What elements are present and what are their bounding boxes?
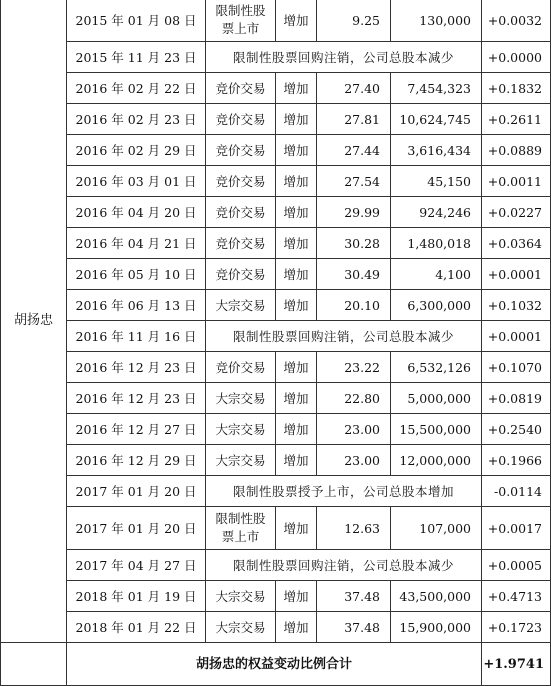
date-cell: 2016 年 05 月 10 日 bbox=[67, 259, 206, 290]
table-row bbox=[1, 476, 551, 507]
table-row bbox=[1, 383, 551, 414]
price-cell: 23.00 bbox=[317, 445, 391, 476]
direction-cell: 增加 bbox=[276, 135, 317, 166]
method-cell: 大宗交易 bbox=[206, 414, 276, 445]
price-cell: 23.22 bbox=[317, 352, 391, 383]
change-ratio-cell: +0.0227 bbox=[482, 197, 551, 228]
date-cell: 2018 年 01 月 19 日 bbox=[67, 581, 206, 612]
table-row bbox=[1, 352, 551, 383]
method-cell: 大宗交易 bbox=[206, 445, 276, 476]
price-cell: 27.44 bbox=[317, 135, 391, 166]
method-cell: 竞价交易 bbox=[206, 259, 276, 290]
date-cell: 2015 年 01 月 08 日 bbox=[67, 0, 206, 42]
shares-cell: 3,616,434 bbox=[391, 135, 482, 166]
total-label-cell: 胡扬忠的权益变动比例合计 bbox=[67, 643, 482, 686]
direction-cell: 增加 bbox=[276, 414, 317, 445]
method-cell: 竞价交易 bbox=[206, 352, 276, 383]
holder-name-cell: 胡扬忠 bbox=[1, 0, 67, 643]
method-cell: 竞价交易 bbox=[206, 166, 276, 197]
date-cell: 2016 年 12 月 23 日 bbox=[67, 352, 206, 383]
table-row bbox=[1, 550, 551, 581]
direction-cell: 增加 bbox=[276, 383, 317, 414]
total-row bbox=[1, 643, 551, 686]
direction-cell: 增加 bbox=[276, 197, 317, 228]
date-cell: 2015 年 11 月 23 日 bbox=[67, 42, 206, 73]
shares-cell: 45,150 bbox=[391, 166, 482, 197]
table-row bbox=[1, 581, 551, 612]
method-cell: 竞价交易 bbox=[206, 73, 276, 104]
total-blank-cell bbox=[1, 643, 67, 686]
shares-cell: 12,000,000 bbox=[391, 445, 482, 476]
change-ratio-cell: +0.0005 bbox=[482, 550, 551, 581]
shares-cell: 6,532,126 bbox=[391, 352, 482, 383]
shares-cell: 7,454,323 bbox=[391, 73, 482, 104]
table-row bbox=[1, 445, 551, 476]
change-ratio-cell: +0.0000 bbox=[482, 42, 551, 73]
method-cell: 大宗交易 bbox=[206, 290, 276, 321]
direction-cell: 增加 bbox=[276, 0, 317, 42]
change-ratio-cell: +0.1832 bbox=[482, 73, 551, 104]
change-ratio-cell: +0.1966 bbox=[482, 445, 551, 476]
date-cell: 2016 年 02 月 29 日 bbox=[67, 135, 206, 166]
direction-cell: 增加 bbox=[276, 228, 317, 259]
price-cell: 12.63 bbox=[317, 507, 391, 550]
table-row bbox=[1, 197, 551, 228]
change-ratio-cell: +0.1723 bbox=[482, 612, 551, 643]
date-cell: 2016 年 12 月 23 日 bbox=[67, 383, 206, 414]
direction-cell: 增加 bbox=[276, 290, 317, 321]
method-cell: 竞价交易 bbox=[206, 197, 276, 228]
table-row bbox=[1, 321, 551, 352]
total-value-cell: +1.9741 bbox=[482, 643, 551, 686]
shares-cell: 924,246 bbox=[391, 197, 482, 228]
direction-cell: 增加 bbox=[276, 581, 317, 612]
change-ratio-cell: +0.1070 bbox=[482, 352, 551, 383]
date-cell: 2016 年 02 月 23 日 bbox=[67, 104, 206, 135]
table-row bbox=[1, 414, 551, 445]
method-cell: 限制性股票上市 bbox=[206, 0, 276, 42]
price-cell: 27.54 bbox=[317, 166, 391, 197]
table-row bbox=[1, 166, 551, 197]
date-cell: 2016 年 06 月 13 日 bbox=[67, 290, 206, 321]
date-cell: 2016 年 12 月 29 日 bbox=[67, 445, 206, 476]
shares-cell: 10,624,745 bbox=[391, 104, 482, 135]
direction-cell: 增加 bbox=[276, 507, 317, 550]
price-cell: 27.81 bbox=[317, 104, 391, 135]
direction-cell: 增加 bbox=[276, 104, 317, 135]
price-cell: 30.49 bbox=[317, 259, 391, 290]
table-row bbox=[1, 135, 551, 166]
date-cell: 2016 年 11 月 16 日 bbox=[67, 321, 206, 352]
price-cell: 37.48 bbox=[317, 612, 391, 643]
shares-cell: 107,000 bbox=[391, 507, 482, 550]
direction-cell: 增加 bbox=[276, 73, 317, 104]
table-row bbox=[1, 104, 551, 135]
method-cell: 竞价交易 bbox=[206, 228, 276, 259]
method-cell: 大宗交易 bbox=[206, 581, 276, 612]
shares-cell: 6,300,000 bbox=[391, 290, 482, 321]
direction-cell: 增加 bbox=[276, 259, 317, 290]
change-ratio-cell: -0.0114 bbox=[482, 476, 551, 507]
table-row bbox=[1, 42, 551, 73]
price-cell: 22.80 bbox=[317, 383, 391, 414]
change-ratio-cell: +0.2611 bbox=[482, 104, 551, 135]
method-cell: 竞价交易 bbox=[206, 104, 276, 135]
table-row bbox=[1, 73, 551, 104]
notice-cell: 限制性股票回购注销，公司总股本减少 bbox=[206, 321, 482, 352]
price-cell: 23.00 bbox=[317, 414, 391, 445]
table-body bbox=[1, 0, 551, 686]
direction-cell: 增加 bbox=[276, 612, 317, 643]
price-cell: 37.48 bbox=[317, 581, 391, 612]
change-ratio-cell: +0.0001 bbox=[482, 321, 551, 352]
change-ratio-cell: +0.0032 bbox=[482, 0, 551, 42]
shares-cell: 5,000,000 bbox=[391, 383, 482, 414]
change-ratio-cell: +0.0364 bbox=[482, 228, 551, 259]
price-cell: 29.99 bbox=[317, 197, 391, 228]
shares-cell: 1,480,018 bbox=[391, 228, 482, 259]
date-cell: 2016 年 04 月 20 日 bbox=[67, 197, 206, 228]
date-cell: 2016 年 03 月 01 日 bbox=[67, 166, 206, 197]
table-row bbox=[1, 507, 551, 550]
table-row bbox=[1, 612, 551, 643]
date-cell: 2017 年 04 月 27 日 bbox=[67, 550, 206, 581]
price-cell: 30.28 bbox=[317, 228, 391, 259]
table-row bbox=[1, 290, 551, 321]
shares-cell: 4,100 bbox=[391, 259, 482, 290]
direction-cell: 增加 bbox=[276, 445, 317, 476]
date-cell: 2017 年 01 月 20 日 bbox=[67, 507, 206, 550]
table-row bbox=[1, 259, 551, 290]
table-row bbox=[1, 228, 551, 259]
price-cell: 20.10 bbox=[317, 290, 391, 321]
change-ratio-cell: +0.0001 bbox=[482, 259, 551, 290]
date-cell: 2017 年 01 月 20 日 bbox=[67, 476, 206, 507]
shares-cell: 15,500,000 bbox=[391, 414, 482, 445]
change-ratio-cell: +0.0819 bbox=[482, 383, 551, 414]
notice-cell: 限制性股票回购注销，公司总股本减少 bbox=[206, 42, 482, 73]
shares-cell: 43,500,000 bbox=[391, 581, 482, 612]
direction-cell: 增加 bbox=[276, 352, 317, 383]
date-cell: 2016 年 12 月 27 日 bbox=[67, 414, 206, 445]
change-ratio-cell: +0.0017 bbox=[482, 507, 551, 550]
shares-cell: 130,000 bbox=[391, 0, 482, 42]
date-cell: 2016 年 02 月 22 日 bbox=[67, 73, 206, 104]
shares-cell: 15,900,000 bbox=[391, 612, 482, 643]
notice-cell: 限制性股票回购注销，公司总股本减少 bbox=[206, 550, 482, 581]
method-cell: 限制性股票上市 bbox=[206, 507, 276, 550]
change-ratio-cell: +0.0889 bbox=[482, 135, 551, 166]
price-cell: 27.40 bbox=[317, 73, 391, 104]
date-cell: 2018 年 01 月 22 日 bbox=[67, 612, 206, 643]
direction-cell: 增加 bbox=[276, 166, 317, 197]
change-ratio-cell: +0.2540 bbox=[482, 414, 551, 445]
method-cell: 竞价交易 bbox=[206, 135, 276, 166]
notice-cell: 限制性股票授予上市，公司总股本增加 bbox=[206, 476, 482, 507]
change-ratio-cell: +0.4713 bbox=[482, 581, 551, 612]
date-cell: 2016 年 04 月 21 日 bbox=[67, 228, 206, 259]
method-cell: 大宗交易 bbox=[206, 612, 276, 643]
table-row bbox=[1, 0, 551, 42]
method-cell: 大宗交易 bbox=[206, 383, 276, 414]
change-ratio-cell: +0.0011 bbox=[482, 166, 551, 197]
price-cell: 9.25 bbox=[317, 0, 391, 42]
change-ratio-cell: +0.1032 bbox=[482, 290, 551, 321]
